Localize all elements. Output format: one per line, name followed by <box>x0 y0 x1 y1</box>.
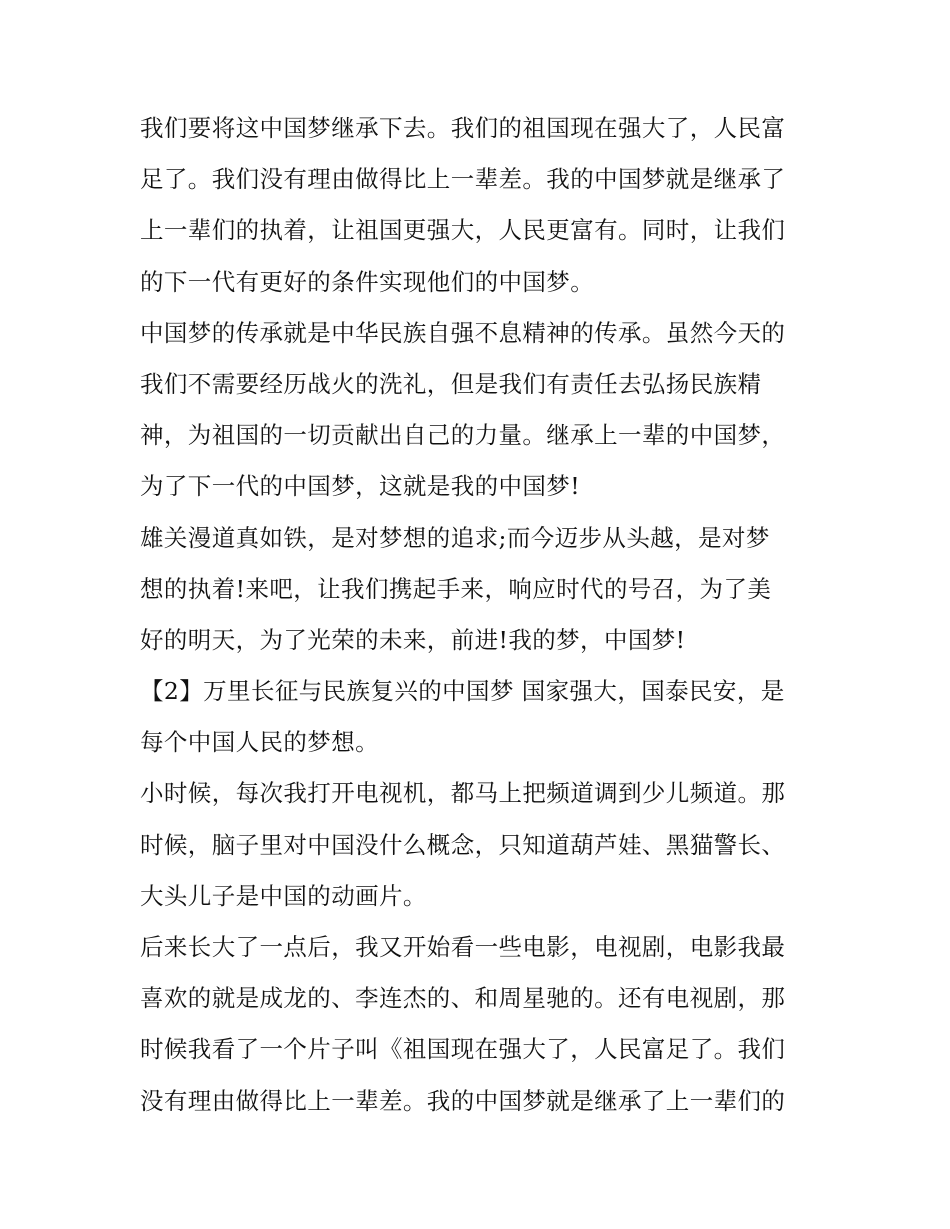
text-line: 为了下一代的中国梦，这就是我的中国梦! <box>140 472 581 501</box>
text-line: 想的执着!来吧，让我们携起手来，响应时代的号召，为了美 <box>140 574 772 603</box>
text-line: 喜欢的就是成龙的、李连杰的、和周星驰的。还有电视剧，那 <box>140 984 786 1013</box>
text-line: 每个中国人民的梦想。 <box>140 728 379 757</box>
text-line: 中国梦的传承就是中华民族自强不息精神的传承。虽然今天的 <box>140 318 786 347</box>
text-line: 小时候，每次我打开电视机，都马上把频道调到少儿频道。那 <box>140 779 786 808</box>
text-line: 我们要将这中国梦继承下去。我们的祖国现在强大了，人民富 <box>140 114 786 142</box>
text-line: 神，为祖国的一切贡献出自己的力量。继承上一辈的中国梦， <box>140 421 786 450</box>
text-line: 的下一代有更好的条件实现他们的中国梦。 <box>140 267 595 296</box>
text-line: 没有理由做得比上一辈差。我的中国梦就是继承了上一辈们的 <box>140 1086 786 1115</box>
document-body <box>140 103 820 1127</box>
section-heading-line: 【2】万里长征与民族复兴的中国梦 国家强大，国泰民安，是 <box>140 677 785 706</box>
text-line: 大头儿子是中国的动画片。 <box>140 881 427 910</box>
text-line: 好的明天，为了光荣的未来，前进!我的梦，中国梦! <box>140 625 686 654</box>
text-line: 时候，脑子里对中国没什么概念，只知道葫芦娃、黑猫警长、 <box>140 830 786 859</box>
text-line: 足了。我们没有理由做得比上一辈差。我的中国梦就是继承了 <box>140 165 786 194</box>
text-line: 时候我看了一个片子叫《祖国现在强大了，人民富足了。我们 <box>140 1035 786 1064</box>
text-line: 雄关漫道真如铁，是对梦想的追求;而今迈步从头越，是对梦 <box>140 523 770 552</box>
text-line: 上一辈们的执着，让祖国更强大，人民更富有。同时，让我们 <box>140 216 786 245</box>
text-line: 后来长大了一点后，我又开始看一些电影，电视剧，电影我最 <box>140 933 786 961</box>
text-line: 我们不需要经历战火的洗礼，但是我们有责任去弘扬民族精 <box>140 369 762 398</box>
